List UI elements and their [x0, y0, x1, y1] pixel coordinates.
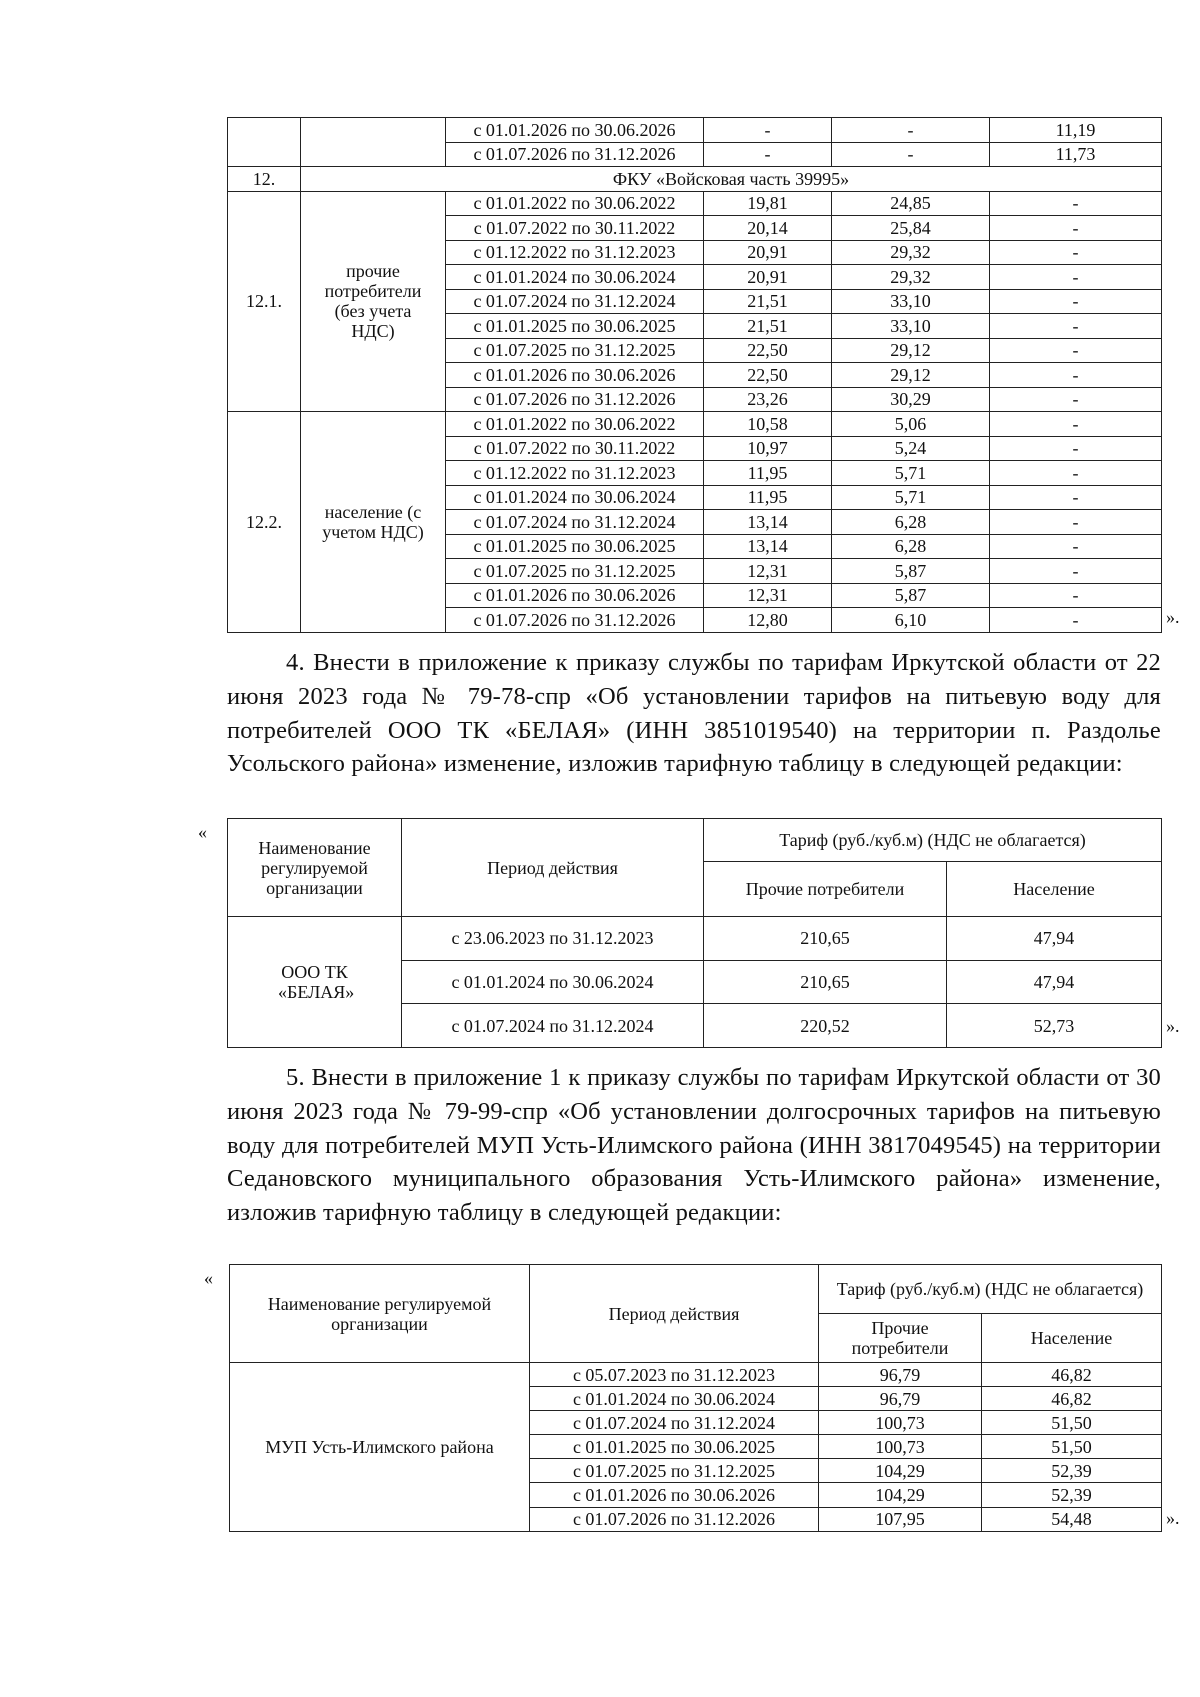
period-cell: с 01.07.2024 по 31.12.2024 [402, 1004, 704, 1048]
value-cell: 5,71 [832, 485, 990, 510]
value-cell: 33,10 [832, 289, 990, 314]
value-cell: 12,31 [704, 583, 832, 608]
number-cell [228, 118, 301, 167]
value-cell: 46,82 [982, 1363, 1162, 1387]
header-other: Прочие потребители [819, 1314, 982, 1363]
table-row [230, 1363, 1162, 1387]
value-cell: 5,06 [832, 412, 990, 437]
paragraph-4: 4. Внести в приложение к приказу службы по тарифам Иркутской области от 22 июня 2023 года № 79-78-спр «Об установлении тарифов на питьевую воду для потребителей ООО ТК «БЕЛАЯ» (ИНН 3851019540) на территории п. Раздолье Усольского района» изменение, изложив тарифную таблицу в следующей редакции: [227, 649, 1161, 778]
group-number: 12.1. [228, 191, 301, 412]
value-cell: 13,14 [704, 510, 832, 535]
value-cell: 20,14 [704, 216, 832, 241]
value-cell: - [990, 338, 1162, 363]
header-population: Население [947, 862, 1162, 917]
value-cell: 25,84 [832, 216, 990, 241]
value-cell: 30,29 [832, 387, 990, 412]
header-tariff: Тариф (руб./куб.м) (НДС не облагается) [819, 1265, 1162, 1314]
value-cell: 22,50 [704, 338, 832, 363]
value-cell: 107,95 [819, 1507, 982, 1531]
value-cell: 47,94 [947, 917, 1162, 961]
value-cell: 100,73 [819, 1411, 982, 1435]
value-cell: 52,39 [982, 1483, 1162, 1507]
value-cell: 20,91 [704, 265, 832, 290]
value-cell: 11,73 [990, 142, 1162, 167]
value-cell: 12,80 [704, 608, 832, 633]
value-cell: 5,87 [832, 559, 990, 584]
period-cell: с 01.01.2025 по 30.06.2025 [530, 1435, 819, 1459]
header-tariff: Тариф (руб./куб.м) (НДС не облагается) [704, 819, 1162, 862]
value-cell: - [990, 216, 1162, 241]
period-cell: с 01.07.2026 по 31.12.2026 [530, 1507, 819, 1531]
header-org: Наименование регулируемой организации [228, 819, 402, 917]
value-cell: - [990, 534, 1162, 559]
close-quote: ». [1166, 1508, 1180, 1528]
value-cell: 11,19 [990, 118, 1162, 143]
header-population: Население [982, 1314, 1162, 1363]
value-cell: 10,97 [704, 436, 832, 461]
value-cell: 11,95 [704, 485, 832, 510]
value-cell: 29,12 [832, 338, 990, 363]
group-label: население (с учетом НДС) [301, 412, 446, 633]
value-cell: - [832, 142, 990, 167]
period-cell: с 01.07.2025 по 31.12.2025 [530, 1459, 819, 1483]
value-cell: - [990, 240, 1162, 265]
period-cell: с 01.01.2022 по 30.06.2022 [446, 412, 704, 437]
value-cell: - [990, 191, 1162, 216]
value-cell: 29,32 [832, 265, 990, 290]
value-cell: 6,28 [832, 510, 990, 535]
group-number: 12.2. [228, 412, 301, 633]
period-cell: с 01.01.2022 по 30.06.2022 [446, 191, 704, 216]
value-cell: 96,79 [819, 1363, 982, 1387]
period-cell: с 01.01.2026 по 30.06.2026 [446, 118, 704, 143]
value-cell: 10,58 [704, 412, 832, 437]
value-cell: - [990, 608, 1162, 633]
value-cell: - [990, 314, 1162, 339]
value-cell: 210,65 [704, 960, 947, 1004]
value-cell: 51,50 [982, 1411, 1162, 1435]
value-cell: 12,31 [704, 559, 832, 584]
table-row [228, 917, 1162, 961]
tariff-table-belaya [227, 818, 1162, 1048]
value-cell: - [990, 412, 1162, 437]
org-cell: ООО ТК «БЕЛАЯ» [228, 917, 402, 1048]
value-cell: 5,71 [832, 461, 990, 486]
period-cell: с 01.07.2024 по 31.12.2024 [446, 510, 704, 535]
value-cell: - [704, 118, 832, 143]
value-cell: - [704, 142, 832, 167]
value-cell: 19,81 [704, 191, 832, 216]
value-cell: 104,29 [819, 1483, 982, 1507]
value-cell: 52,39 [982, 1459, 1162, 1483]
period-cell: с 01.07.2026 по 31.12.2026 [446, 142, 704, 167]
open-quote: « [198, 822, 207, 842]
table-row [228, 118, 1162, 143]
value-cell: - [990, 265, 1162, 290]
period-cell: с 01.07.2024 по 31.12.2024 [530, 1411, 819, 1435]
value-cell: 11,95 [704, 461, 832, 486]
value-cell: - [990, 510, 1162, 535]
value-cell: - [990, 363, 1162, 388]
value-cell: - [990, 461, 1162, 486]
period-cell: с 01.07.2024 по 31.12.2024 [446, 289, 704, 314]
value-cell: - [990, 387, 1162, 412]
period-cell: с 01.07.2022 по 30.11.2022 [446, 216, 704, 241]
consumer-cell [301, 118, 446, 167]
period-cell: с 01.01.2026 по 30.06.2026 [446, 363, 704, 388]
value-cell: 6,28 [832, 534, 990, 559]
value-cell: 47,94 [947, 960, 1162, 1004]
header-period: Период действия [530, 1265, 819, 1363]
value-cell: 104,29 [819, 1459, 982, 1483]
period-cell: с 01.01.2024 по 30.06.2024 [446, 265, 704, 290]
period-cell: с 01.01.2024 по 30.06.2024 [402, 960, 704, 1004]
period-cell: с 01.01.2024 по 30.06.2024 [446, 485, 704, 510]
value-cell: 100,73 [819, 1435, 982, 1459]
period-cell: с 01.07.2025 по 31.12.2025 [446, 559, 704, 584]
value-cell: - [990, 289, 1162, 314]
value-cell: - [990, 436, 1162, 461]
value-cell: 46,82 [982, 1387, 1162, 1411]
value-cell: 33,10 [832, 314, 990, 339]
value-cell: - [990, 583, 1162, 608]
value-cell: 210,65 [704, 917, 947, 961]
table-row [228, 191, 1162, 216]
value-cell: 24,85 [832, 191, 990, 216]
header-other: Прочие потребители [704, 862, 947, 917]
table-row [228, 167, 1162, 192]
period-cell: с 01.07.2026 по 31.12.2026 [446, 387, 704, 412]
tariff-table-fku [227, 117, 1162, 633]
period-cell: с 01.01.2025 по 30.06.2025 [446, 314, 704, 339]
tariff-table-mup [229, 1264, 1162, 1532]
value-cell: 54,48 [982, 1507, 1162, 1531]
period-cell: с 01.07.2026 по 31.12.2026 [446, 608, 704, 633]
value-cell: 52,73 [947, 1004, 1162, 1048]
period-cell: с 01.01.2026 по 30.06.2026 [446, 583, 704, 608]
section-number: 12. [228, 167, 301, 192]
paragraph-5: 5. Внести в приложение 1 к приказу службы по тарифам Иркутской области от 30 июня 2023 года № 79-99-спр «Об установлении долгосрочных тарифов на питьевую воду для потребителей МУП Усть-Илимского района (ИНН 3817049545) на территории Седановского муниципального образования Усть-Илимского района» изменение, изложив тарифную таблицу в следующей редакции: [227, 1064, 1161, 1227]
value-cell: - [990, 485, 1162, 510]
section-title: ФКУ «Войсковая часть 39995» [301, 167, 1162, 192]
header-period: Период действия [402, 819, 704, 917]
value-cell: 21,51 [704, 289, 832, 314]
value-cell: 96,79 [819, 1387, 982, 1411]
period-cell: с 05.07.2023 по 31.12.2023 [530, 1363, 819, 1387]
period-cell: с 01.12.2022 по 31.12.2023 [446, 461, 704, 486]
value-cell: 51,50 [982, 1435, 1162, 1459]
value-cell: 5,24 [832, 436, 990, 461]
org-cell: МУП Усть-Илимского района [230, 1363, 530, 1532]
value-cell: 22,50 [704, 363, 832, 388]
period-cell: с 01.01.2026 по 30.06.2026 [530, 1483, 819, 1507]
period-cell: с 01.07.2022 по 30.11.2022 [446, 436, 704, 461]
period-cell: с 01.01.2025 по 30.06.2025 [446, 534, 704, 559]
value-cell: 29,12 [832, 363, 990, 388]
value-cell: 220,52 [704, 1004, 947, 1048]
value-cell: 20,91 [704, 240, 832, 265]
value-cell: 21,51 [704, 314, 832, 339]
close-quote: ». [1166, 1016, 1180, 1036]
group-label: прочие потребители (без учета НДС) [301, 191, 446, 412]
open-quote: « [204, 1268, 213, 1288]
period-cell: с 01.01.2024 по 30.06.2024 [530, 1387, 819, 1411]
value-cell: - [990, 559, 1162, 584]
period-cell: с 01.07.2025 по 31.12.2025 [446, 338, 704, 363]
period-cell: с 01.12.2022 по 31.12.2023 [446, 240, 704, 265]
value-cell: 13,14 [704, 534, 832, 559]
value-cell: 23,26 [704, 387, 832, 412]
close-quote: ». [1166, 607, 1180, 627]
header-org: Наименование регулируемой организации [230, 1265, 530, 1363]
value-cell: 29,32 [832, 240, 990, 265]
value-cell: 5,87 [832, 583, 990, 608]
value-cell: - [832, 118, 990, 143]
period-cell: с 23.06.2023 по 31.12.2023 [402, 917, 704, 961]
value-cell: 6,10 [832, 608, 990, 633]
table-row [228, 412, 1162, 437]
